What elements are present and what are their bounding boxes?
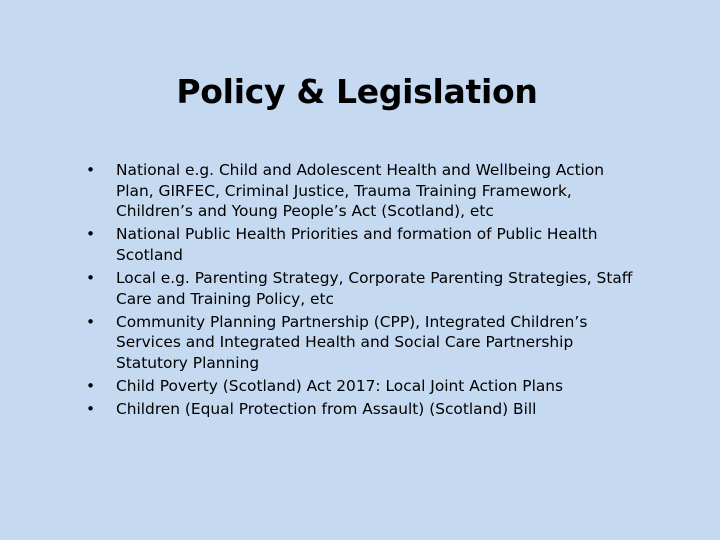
bullet-dot-icon: •	[86, 161, 96, 179]
list-item-text: National e.g. Child and Adolescent Health and Wellbeing Action Plan, GIRFEC, Criminal Justice, Trauma Training Framework, Children’s and Young People’s Act (Scotland), etc	[116, 161, 605, 221]
list-item-text: Local e.g. Parenting Strategy, Corporate Parenting Strategies, Staff Care and Training Policy, etc	[116, 268, 633, 308]
bullet-dot-icon: •	[86, 312, 96, 331]
bullet-list	[86, 160, 646, 422]
list-item-text: Community Planning Partnership (CPP), Integrated Children’s Services and Integrated Health and Social Care Partnership Statutory Planning	[116, 312, 588, 372]
list-item	[86, 312, 646, 374]
bullet-dot-icon: •	[86, 268, 96, 287]
list-item	[86, 376, 646, 397]
list-item	[86, 224, 646, 265]
bullet-dot-icon: •	[86, 400, 96, 419]
list-item	[86, 268, 646, 309]
page-title: Policy & Legislation	[176, 72, 538, 111]
list-item-text: National Public Health Priorities and formation of Public Health Scotland	[116, 225, 598, 264]
bullet-dot-icon: •	[86, 376, 96, 395]
list-item	[86, 160, 646, 222]
list-item-text: Children (Equal Protection from Assault) (Scotland) Bill	[116, 400, 537, 419]
list-item	[86, 399, 646, 420]
bullet-dot-icon: •	[86, 225, 96, 244]
list-item-text: Child Poverty (Scotland) Act 2017: Local Joint Action Plans	[116, 376, 564, 395]
